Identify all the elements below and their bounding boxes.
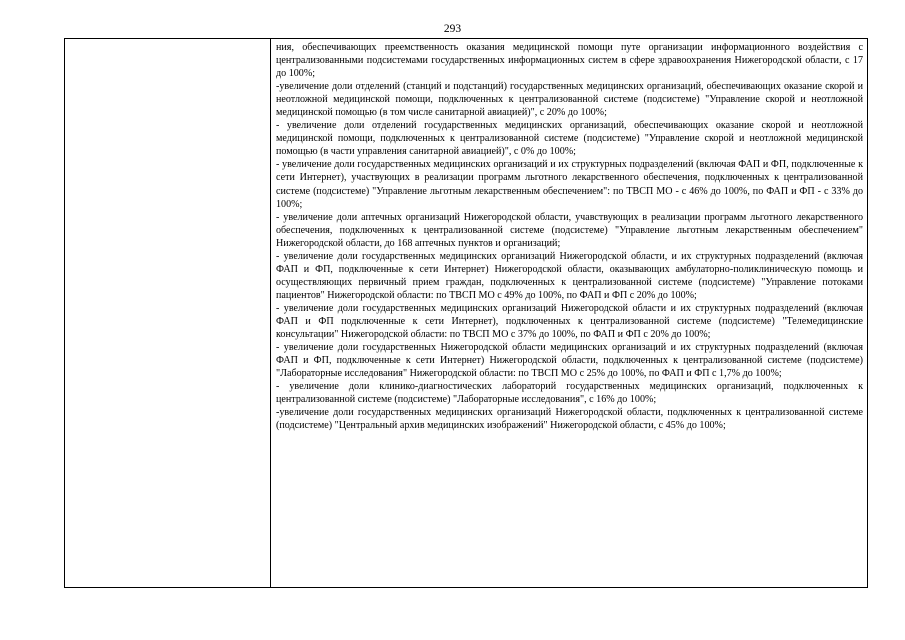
paragraph-lab-research: - увеличение доли государственных Нижегородской области медицинских организаций и их структурных подразделений (включая ФАП и ФП, подключенные к сети Интернет) Нижегородской области, подключенных к централизованной системе (подсистеме) "Лабораторные исследования" Нижегородской области: по ТВСП МО с 25% до 100%, по ФАП и ФП с 1,7% до 100%; [276, 342, 863, 380]
table-left-cell [65, 39, 271, 587]
paragraph-continuation: ния, обеспечивающих преемственность оказания медицинской помощи путе организации информационного воздействия с централизованными подсистемами государственных информационных систем в сфере здравоохранения Нижегородской области, с 17 до 100%; [276, 42, 863, 80]
paragraph-preferential-drugs: - увеличение доли государственных медицинских организаций и их структурных подразделений (включая ФАП и ФП, подключенные к сети Интернет), участвующих в реализации программ льготного лекарственного обеспечения, подключенных к централизованной системе (подсистеме) "Управление льготным лекарственным обеспечением": по ТВСП МО - с 46% до 100%, по ФАП и ФП - с 33% до 100%; [276, 159, 863, 210]
paragraph-air-ambulance: - увеличение доли отделений государственных медицинских организаций, обеспечивающих оказание скорой и неотложной медицинской помощи, подключенных к централизованной системе (подсистеме) "Управление скорой и неотложной медицинской помощью (в части управления санитарной авиацией)", с 0% до 100%; [276, 120, 863, 158]
paragraph-telemedicine: - увеличение доли государственных медицинских организаций Нижегородской области и их структурных подразделений (включая ФАП и ФП подключенные к сети Интернет), подключенных к централизованной системе (подсистеме) "Телемедицинские консультации" Нижегородской области: по ТВСП МО с 37% до 100%, по ФАП и ФП с 20% до 100%; [276, 302, 863, 341]
paragraph-patient-flow: - увеличение доли государственных медицинских организаций Нижегородской области, и их структурных подразделений (включая ФАП и ФП, подключенные к сети Интернет) Нижегородской области, оказывающих амбулаторно-поликлиническую помощь и осуществляющих первичный прием граждан, подключенных к централизованной системе (подсистеме) "Управление потоками пациентов" Нижегородской области: по ТВСП МО с 49% до 100%, по ФАП и ФП с 20% до 100%; [276, 250, 863, 301]
page-number: 293 [443, 23, 462, 35]
paragraph-pharmacies: - увеличение доли аптечных организаций Нижегородской области, учавствующих в реализации программ льготного лекарственного обеспечения, подключенных к централизованной системе (подсистеме) "Управление льготным лекарственным обеспечением" Нижегородской области, до 168 аптечных пунктов и организаций; [276, 211, 863, 249]
paragraph-clinical-labs: - увеличение доли клинико-диагностических лабораторий государственных медицинских организаций, подключенных к централизованной системе (подсистеме) "Лабораторные исследования", с 16% до 100%; [276, 381, 863, 406]
table-right-cell [271, 39, 868, 587]
paragraph-ambulance-stations: -увеличение доли отделений (станций и подстанций) государственных медицинских организаций, обеспечивающих оказание скорой и неотложной медицинской помощи, подключенных к централизованной системе (подсистеме) "Управление скорой и неотложной медицинской помощью (в том числе санитарной авиацией)", с 20% до 100%; [276, 81, 863, 119]
document-table [64, 38, 868, 588]
paragraph-image-archive: -увеличение доли государственных медицинских организаций Нижегородской области, подключенных к централизованной системе (подсистеме) "Центральный архив медицинских изображений" Нижегородской области, с 45% до 100%; [276, 407, 863, 432]
